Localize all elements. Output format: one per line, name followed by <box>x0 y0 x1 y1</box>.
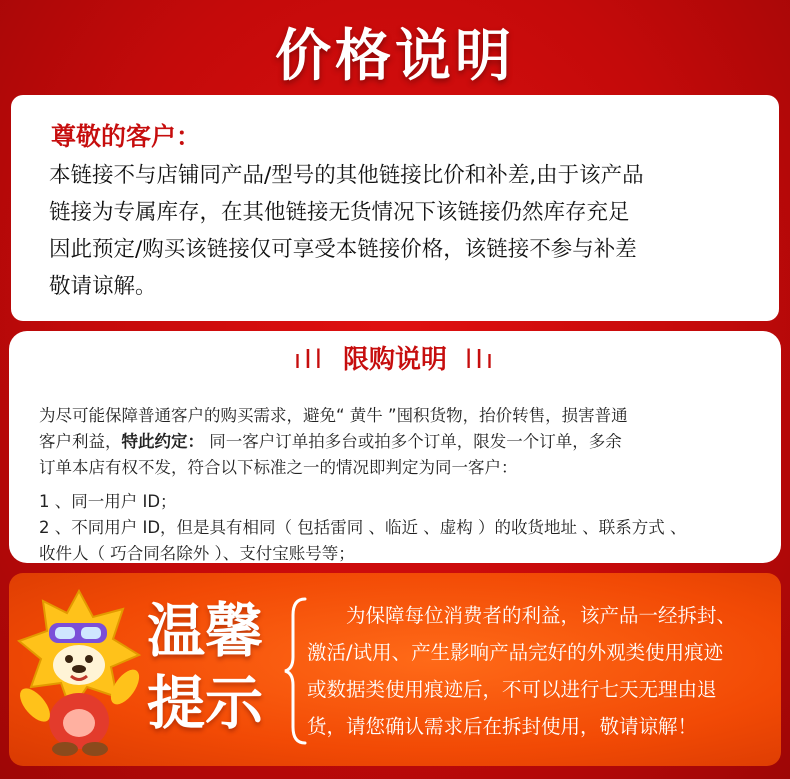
notice-body <box>49 157 769 305</box>
heading-mark-right: lIı <box>465 345 497 375</box>
purchase-limit-body <box>39 403 774 567</box>
limit-text: 同一客户订单拍多台或拍多个订单，限发一个订单，多余 <box>204 432 622 451</box>
purchase-limit-heading <box>9 339 781 376</box>
notice-line: 敬请谅解。 <box>49 274 157 299</box>
tips-title <box>147 595 263 739</box>
mascot-icon <box>9 583 149 758</box>
tips-line: 激活/试用、产生影响产品完好的外观类使用痕迹 <box>307 641 724 664</box>
limit-line: 为尽可能保障普通客户的购买需求，避免“ 黄牛 ”囤积货物，抬价转售，损害普通 <box>39 406 628 425</box>
page-title: 价格说明 <box>275 24 515 89</box>
limit-emphasis: 特此约定： <box>121 432 204 451</box>
tips-title-line: 温馨 <box>147 597 264 665</box>
tips-line: 为保障每位消费者的利益，该产品一经拆封、 <box>307 604 737 627</box>
tips-line: 或数据类使用痕迹后，不可以进行七天无理由退 <box>307 678 717 701</box>
notice-panel <box>11 95 779 321</box>
brace-icon <box>283 595 309 747</box>
tips-line: 货，请您确认需求后在拆封使用，敬请谅解！ <box>307 715 698 738</box>
tips-body <box>307 597 777 745</box>
limit-line <box>39 429 774 455</box>
limit-line: 订单本店有权不发，符合以下标准之一的情况即判定为同一客户： <box>39 458 518 477</box>
purchase-limit-panel <box>9 331 781 563</box>
limit-rule: 2 、不同用户 ID，但是具有相同（ 包括雷同 、临近 、虚构 ）的收货地址 、联系方式 、 <box>39 518 687 537</box>
spacer <box>39 481 774 489</box>
purchase-limit-title: 限购说明 <box>342 345 447 375</box>
limit-rule: 收件人（ 巧合同名除外 ）、支付宝账号等； <box>39 544 355 563</box>
limit-text: 客户利益， <box>39 432 122 451</box>
notice-line: 因此预定/购买该链接仅可享受本链接价格，该链接不参与补差 <box>49 237 637 262</box>
notice-line: 链接为专属库存，在其他链接无货情况下该链接仍然库存充足 <box>49 200 630 225</box>
heading-mark-left: ıIl <box>293 345 325 375</box>
limit-rule: 1 、同一用户 ID； <box>39 492 177 511</box>
tips-title-line: 提示 <box>147 669 264 737</box>
notice-line: 本链接不与店铺同产品/型号的其他链接比价和补差,由于该产品 <box>49 163 644 188</box>
tips-panel <box>9 573 781 766</box>
notice-heading: 尊敬的客户： <box>51 122 202 151</box>
